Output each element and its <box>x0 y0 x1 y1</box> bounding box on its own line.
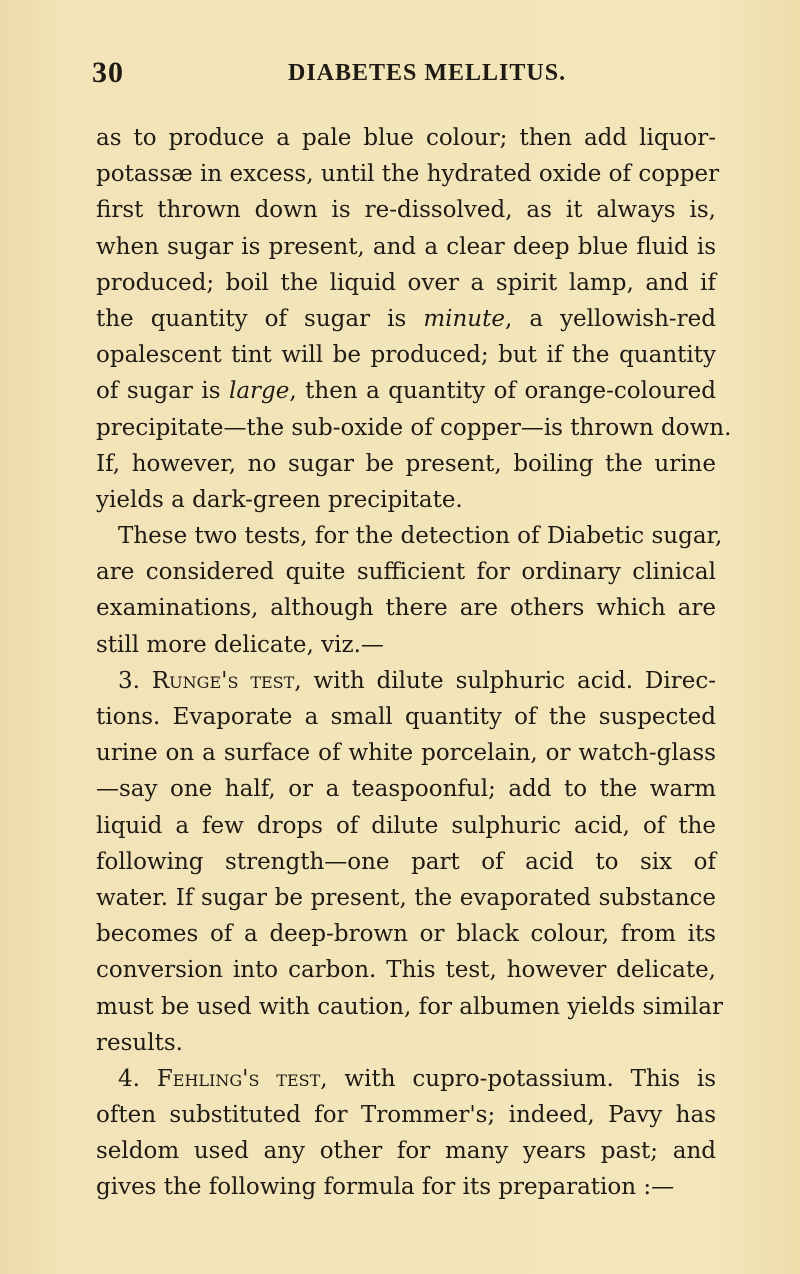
text-line: If, however, no sugar be present, boiling the urine <box>96 450 716 477</box>
page-header <box>92 56 712 96</box>
test-name-fehling: Fehling's test <box>156 1065 321 1092</box>
text-line: potassæ in excess, until the hydrated oxide of copper <box>96 161 720 188</box>
text-line: must be used with caution, for albumen yields similar <box>96 993 723 1020</box>
text-line: water. If sugar be present, the evaporated substance <box>96 884 716 911</box>
text-line: opalescent tint will be produced; but if the quantity <box>96 342 716 369</box>
text-line: produced; boil the liquid over a spirit lamp, and if <box>96 269 716 296</box>
text-line: when sugar is present, and a clear deep blue fluid is <box>96 233 716 260</box>
text-line: yields a dark-green precipitate. <box>96 486 463 513</box>
text-line: often substituted for Trommer's; indeed, Pavy has <box>96 1102 716 1129</box>
text-line: as to produce a pale blue colour; then add liquor- <box>96 125 716 151</box>
text-run: the quantity of sugar is <box>96 305 424 332</box>
text-line: gives the following formula for its preparation :— <box>96 1174 675 1201</box>
emphasis-minute: minute <box>423 305 505 332</box>
body-text <box>96 120 732 1206</box>
page-number: 30 <box>92 56 124 89</box>
emphasis-large: large <box>228 378 290 405</box>
text-line: following strength—one part of acid to six of <box>96 848 716 875</box>
text-line: —say one half, or a teaspoonful; add to the warm <box>96 776 716 803</box>
text-run: , a yellowish-red <box>504 305 716 332</box>
test-number: 3. <box>118 667 152 694</box>
paragraph-start <box>96 1061 716 1097</box>
text-line: conversion into carbon. This test, however delicate, <box>96 957 716 984</box>
text-line <box>96 373 716 409</box>
text-line: tions. Evaporate a small quantity of the suspected <box>96 704 716 730</box>
text-line: are considered quite sufficient for ordinary clinical <box>96 559 716 586</box>
text-line: liquid a few drops of dilute sulphuric acid, of the <box>96 812 716 839</box>
paragraph-start: These two tests, for the detection of Diabetic sugar, <box>118 523 723 550</box>
test-number: 4. <box>118 1065 157 1092</box>
running-title: DIABETES MELLITUS. <box>288 60 567 86</box>
text-run: of sugar is <box>96 378 229 405</box>
text-run: , with cupro-potassium. This is <box>320 1065 717 1092</box>
text-line: urine on a surface of white porcelain, or watch-glass <box>96 740 716 767</box>
text-line: examinations, although there are others which are <box>96 595 716 622</box>
text-run: , with dilute sulphuric acid. Direc- <box>294 667 716 694</box>
test-name-runge: Runge's test <box>151 667 295 694</box>
paragraph-start <box>96 663 716 699</box>
text-line: results. <box>96 1029 183 1056</box>
text-line <box>96 301 716 337</box>
text-line: first thrown down is re-dissolved, as it always is, <box>96 197 716 224</box>
text-run: , then a quantity of orange-coloured <box>289 378 716 405</box>
text-line: becomes of a deep-brown or black colour, from its <box>96 921 716 948</box>
text-line: seldom used any other for many years past; and <box>96 1138 716 1165</box>
text-line: precipitate—the sub-oxide of copper—is thrown down. <box>96 414 732 441</box>
text-line: still more delicate, viz.— <box>96 631 384 658</box>
